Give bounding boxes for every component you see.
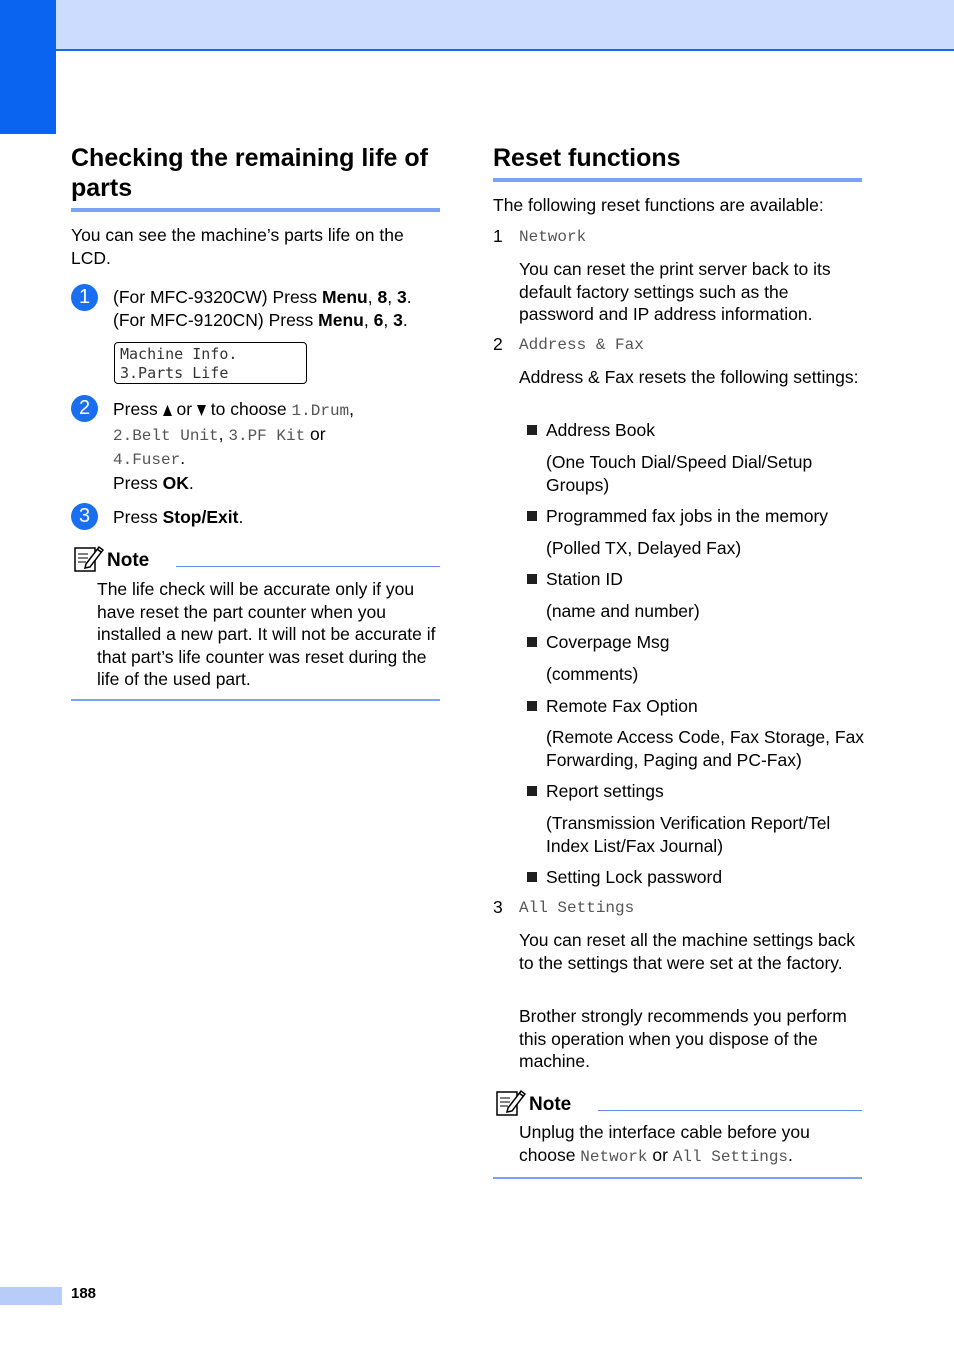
note-header bbox=[74, 544, 149, 572]
chapter-tab bbox=[0, 0, 56, 134]
header-band bbox=[56, 0, 954, 51]
list-item-detail: (One Touch Dial/Speed Dial/Setup Groups) bbox=[546, 452, 813, 495]
item-label: Address & Fax bbox=[519, 336, 644, 354]
page-number-tab bbox=[0, 1287, 62, 1305]
page-number: 188 bbox=[71, 1285, 97, 1302]
step-number-badge: 1 bbox=[71, 284, 98, 311]
item-number: 1 bbox=[493, 226, 503, 246]
note-label: Note bbox=[107, 550, 150, 571]
list-item-detail: (Remote Access Code, Fax Storage, Fax Forwarding, Paging and PC-Fax) bbox=[546, 727, 865, 770]
triangle-down-icon bbox=[197, 405, 206, 416]
square-bullet-icon bbox=[527, 637, 537, 647]
note-pencil-icon bbox=[74, 544, 104, 572]
list-item-detail: (Transmission Verification Report/Tel Index List/Fax Journal) bbox=[546, 813, 831, 856]
intro-text: You can see the machine’s parts life on the LCD. bbox=[71, 225, 404, 268]
item-body: You can reset the print server back to its default factory settings such as the password and IP address information. bbox=[519, 259, 831, 324]
heading-rule bbox=[71, 208, 440, 212]
square-bullet-icon bbox=[527, 574, 537, 584]
step-number-badge: 3 bbox=[71, 503, 98, 530]
heading-rule bbox=[493, 178, 862, 182]
list-item-detail: (Polled TX, Delayed Fax) bbox=[546, 538, 742, 558]
note-label: Note bbox=[529, 1094, 572, 1115]
section-heading: Checking the remaining life of parts bbox=[71, 144, 428, 202]
lcd-display bbox=[114, 342, 307, 384]
note-end-rule bbox=[71, 699, 440, 701]
intro-text: The following reset functions are available: bbox=[493, 195, 824, 215]
note-pencil-icon bbox=[496, 1088, 526, 1116]
item-number: 3 bbox=[493, 897, 503, 917]
triangle-up-icon bbox=[163, 405, 172, 416]
item-body: You can reset all the machine settings back to the settings that were set at the factory. bbox=[519, 930, 855, 973]
note-text: The life check will be accurate only if you have reset the part counter when you installed a new part. It will not be accurate if that part’s life counter was reset during the life of the used part. bbox=[97, 579, 436, 689]
step-text: (For MFC-9320CW) Press Menu, 8, 3. (For MFC-9120CN) Press Menu, 6, 3. bbox=[113, 287, 412, 330]
list-item-detail: (comments) bbox=[546, 664, 639, 684]
item-label: Network bbox=[519, 228, 587, 246]
item-body: Address & Fax resets the following settings: bbox=[519, 367, 859, 387]
note-text: Unplug the interface cable before you choose Network or All Settings. bbox=[519, 1122, 810, 1166]
note-divider bbox=[598, 1110, 862, 1111]
section-heading: Reset functions bbox=[493, 144, 681, 172]
note-header bbox=[496, 1088, 571, 1116]
item-body-2: Brother strongly recommends you perform this operation when you dispose of the machine. bbox=[519, 1006, 847, 1071]
item-number: 2 bbox=[493, 334, 503, 354]
note-divider bbox=[176, 566, 440, 567]
lcd-line-1: Machine Info. bbox=[120, 345, 238, 363]
note-end-rule bbox=[493, 1177, 862, 1179]
square-bullet-icon bbox=[527, 872, 537, 882]
lcd-line-2: 3.Parts Life bbox=[120, 363, 229, 382]
item-label: All Settings bbox=[519, 899, 635, 917]
step-number-badge: 2 bbox=[71, 395, 98, 422]
square-bullet-icon bbox=[527, 701, 537, 711]
square-bullet-icon bbox=[527, 786, 537, 796]
step-text: Press Stop/Exit. bbox=[113, 507, 244, 527]
square-bullet-icon bbox=[527, 511, 537, 521]
step-text: Press or to choose 1.Drum, 2.Belt Unit, 3.PF Kit or 4.Fuser. Press OK. bbox=[113, 399, 355, 493]
list-item-detail: (name and number) bbox=[546, 601, 700, 621]
square-bullet-icon bbox=[527, 425, 537, 435]
